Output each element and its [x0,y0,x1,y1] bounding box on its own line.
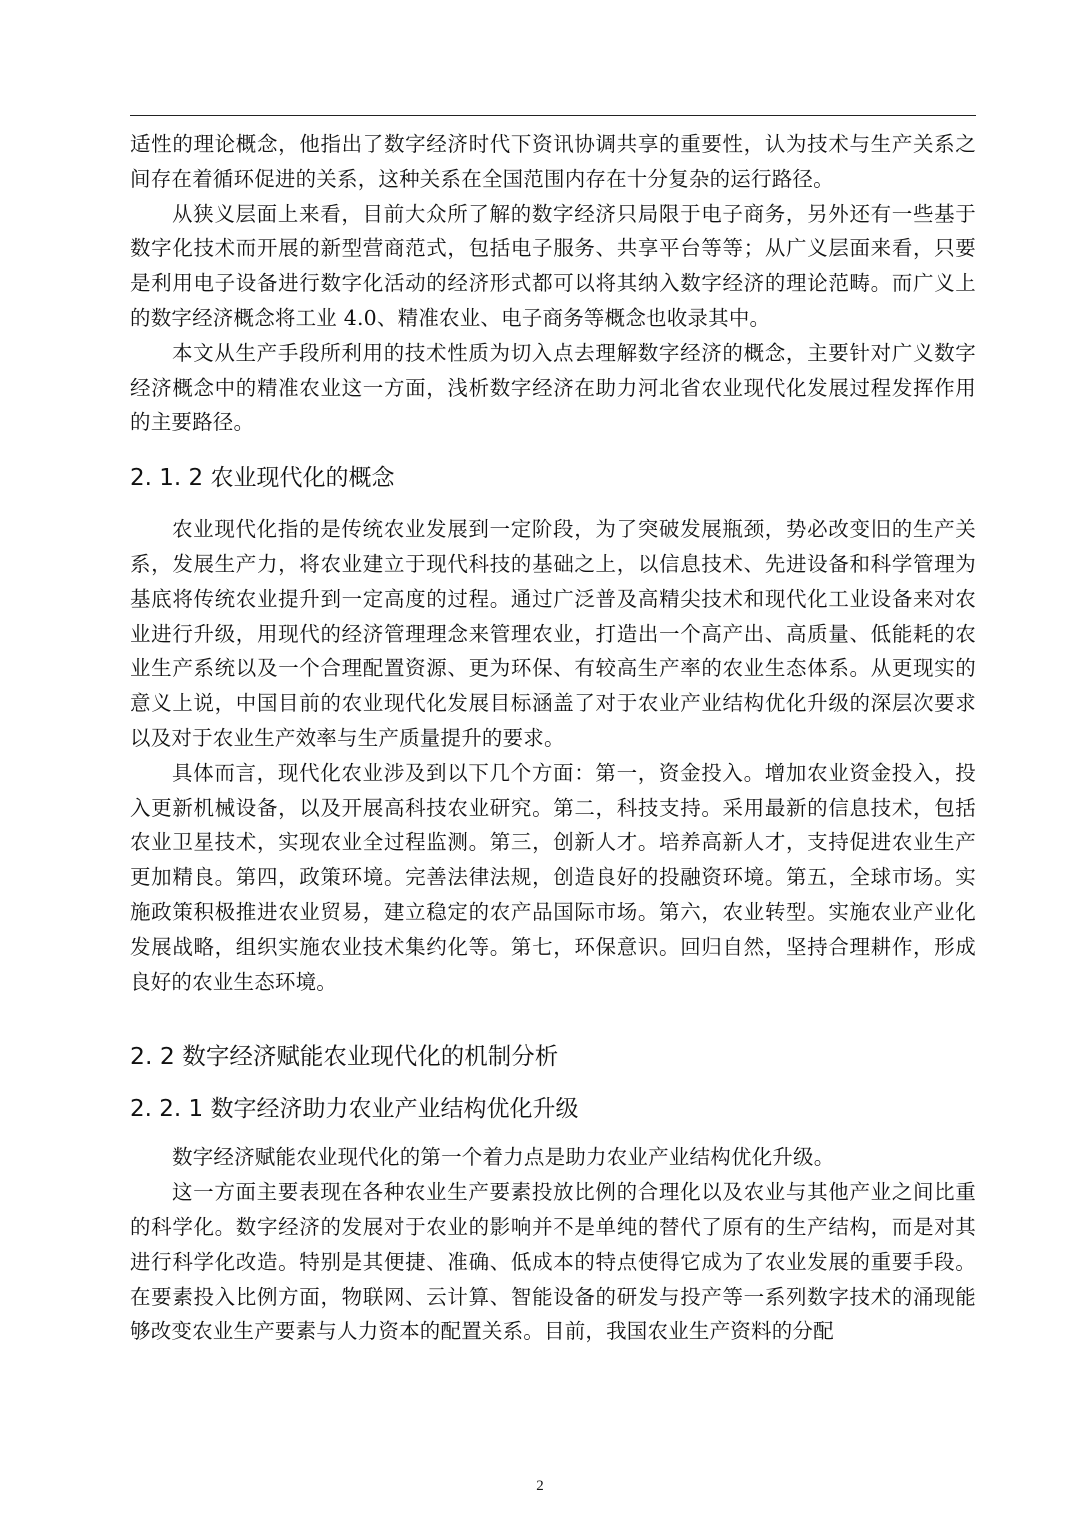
paragraph-modernization-definition: 农业现代化指的是传统农业发展到一定阶段，为了突破发展瓶颈，势必改变旧的生产关系，发展生产力，将农业建立于现代科技的基础之上，以信息技术、先进设备和科学管理为基底将传统农业提升到一定高度的过程。通过广泛普及高精尖技术和现代化工业设备来对农业进行升级，用现代的经济管理理念来管理农业，打造出一个高产出、高质量、低能耗的农业生产系统以及一个合理配置资源、更为环保、有较高生产率的农业生态体系。从更现实的意义上说，中国目前的农业现代化发展目标涵盖了对于农业产业结构优化升级的深层次要求以及对于农业生产效率与生产质量提升的要求。 [130,517,976,750]
section-heading-2-2: 2. 2 数字经济赋能农业现代化的机制分析 [130,1042,559,1071]
section-heading-2-1-2: 2. 1. 2 农业现代化的概念 [130,465,395,492]
page-number: 2 [536,1478,544,1494]
paragraph-first-focus: 数字经济赋能农业现代化的第一个着力点是助力农业产业结构优化升级。 [172,1145,835,1170]
document-body [130,127,976,1349]
paragraph-article-scope: 本文从生产手段所利用的技术性质为切入点去理解数字经济的概念，主要针对广义数字经济概念中的精准农业这一方面，浅析数字经济在助力河北省农业现代化发展过程发挥作用的主要路径。 [130,340,976,435]
paragraph-modernization-aspects: 具体而言，现代化农业涉及到以下几个方面：第一，资金投入。增加农业资金投入，投入更新机械设备，以及开展高科技农业研究。第二，科技支持。采用最新的信息技术，包括农业卫星技术，实现农业全过程监测。第三，创新人才。培养高新人才，支持促进农业生产更加精良。第四，政策环境。完善法律法规，创造良好的投融资环境。第五，全球市场。实施政策积极推进农业贸易，建立稳定的农产品国际市场。第六，农业转型。实施农业产业化发展战略，组织实施农业技术集约化等。第七，环保意识。回归自然，坚持合理耕作，形成良好的农业生态环境。 [130,760,976,994]
paragraph-structure-optimization: 这一方面主要表现在各种农业生产要素投放比例的合理化以及农业与其他产业之间比重的科学化。数字经济的发展对于农业的影响并不是单纯的替代了原有的生产结构，而是对其进行科学化改造。特别是其便捷、准确、低成本的特点使得它成为了农业发展的重要手段。在要素投入比例方面，物联网、云计算、智能设备的研发与投产等一系列数字技术的涌现能够改变农业生产要素与人力资本的配置关系。目前，我国农业生产资料的分配 [130,1180,976,1344]
paragraph-narrow-broad-definition: 从狭义层面上来看，目前大众所了解的数字经济只局限于电子商务，另外还有一些基于数字化技术而开展的新型营商范式，包括电子服务、共享平台等等；从广义层面来看，只要是利用电子设备进行数字化活动的经济形式都可以将其纳入数字经济的理论范畴。而广义上的数字经济概念将工业 4.0、精准农业、电子商务等概念也收录其中。 [130,201,976,330]
header-rule [130,115,976,116]
paragraph-continuation: 适性的理论概念，他指出了数字经济时代下资讯协调共享的重要性，认为技术与生产关系之间存在着循环促进的关系，这种关系在全国范围内存在十分复杂的运行路径。 [130,132,976,191]
section-heading-2-2-1: 2. 2. 1 数字经济助力农业产业结构优化升级 [130,1096,579,1123]
